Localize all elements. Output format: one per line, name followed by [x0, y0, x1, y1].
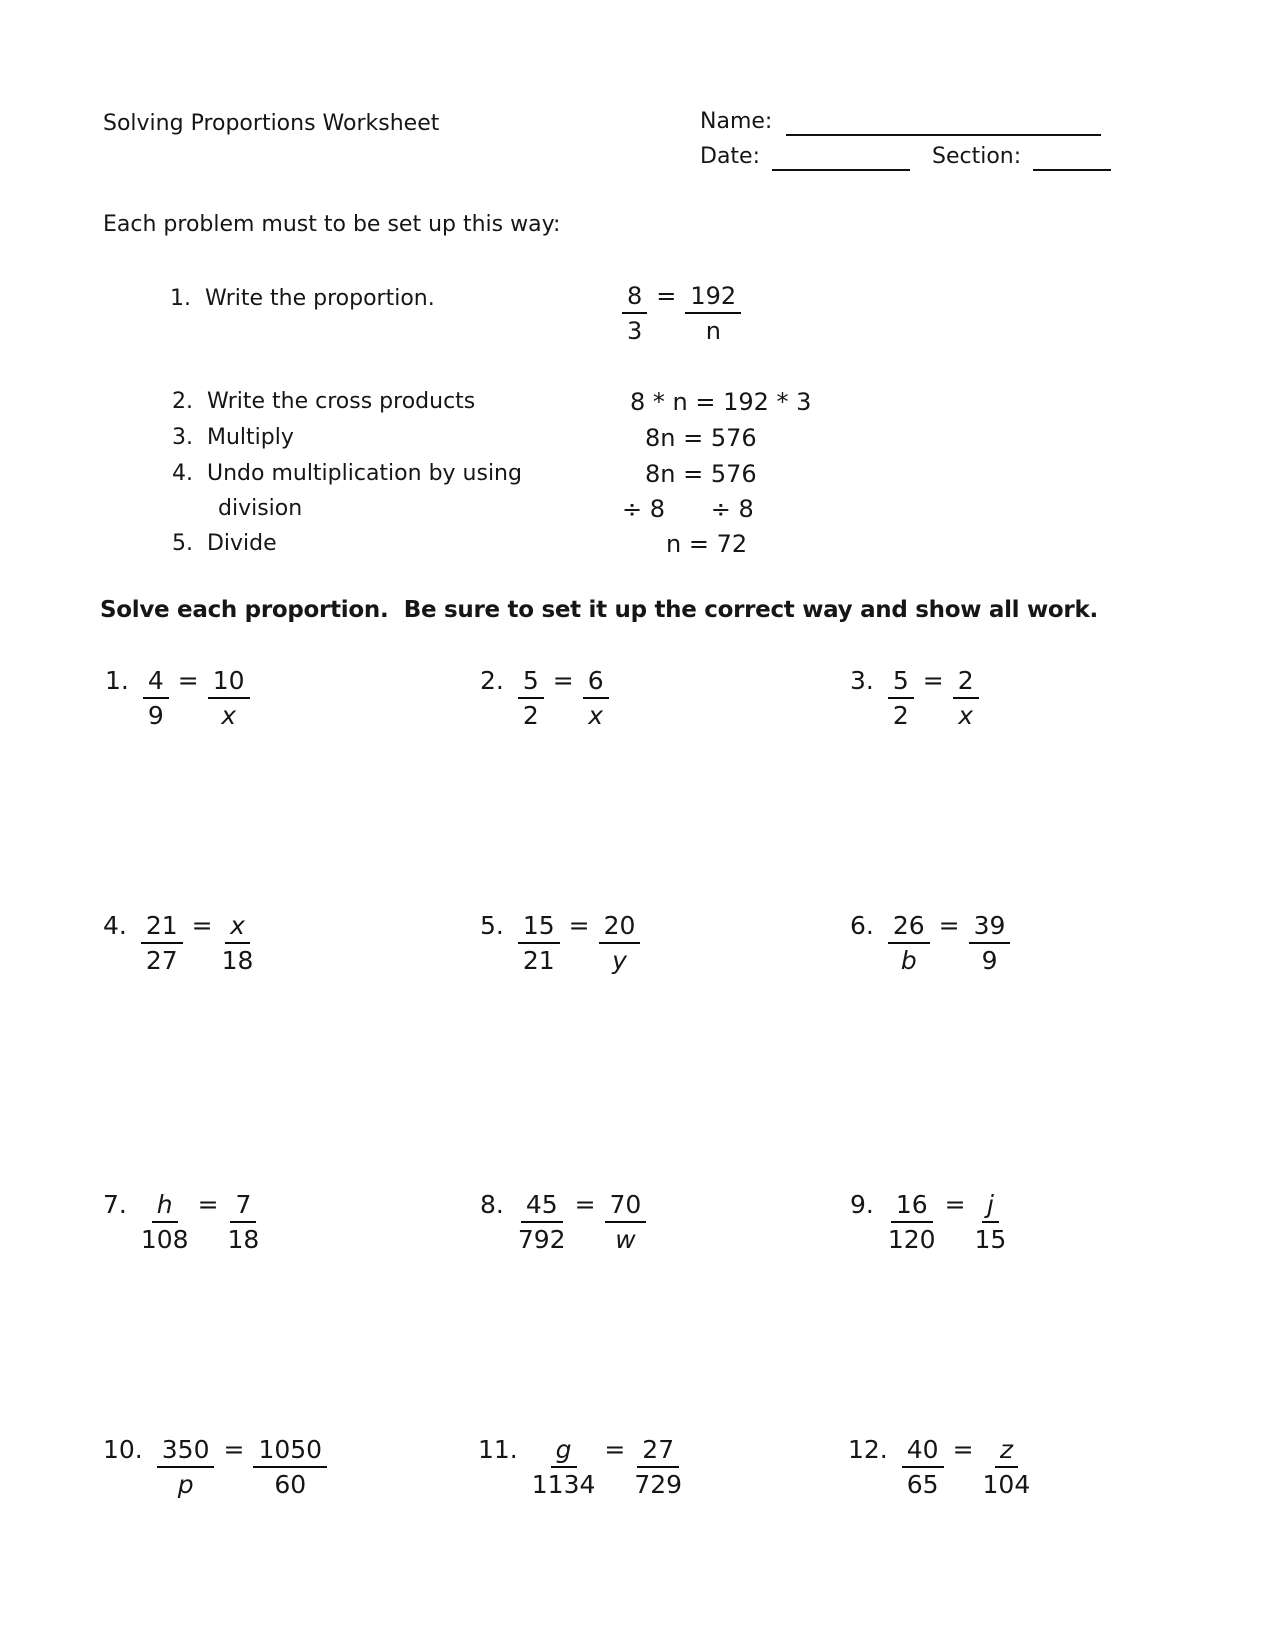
fraction-numerator: 20 — [599, 913, 641, 944]
problem-3 — [850, 668, 979, 729]
fraction-numerator: h — [152, 1192, 178, 1223]
name-blank-line — [786, 108, 1101, 136]
fraction-right — [583, 668, 609, 729]
equals-sign: = — [191, 911, 213, 940]
step-5-label: 5. Divide — [172, 531, 277, 556]
step-3-math: 8n = 576 — [645, 424, 757, 452]
fraction-denominator: 60 — [274, 1470, 307, 1499]
problem-number: 11. — [478, 1435, 518, 1464]
fraction-right — [975, 1192, 1007, 1253]
fraction-numerator: 10 — [208, 668, 250, 699]
fraction-denominator: 27 — [145, 946, 178, 975]
fraction-numerator: g — [551, 1437, 577, 1468]
step-4-divide-row: ÷ 8 ÷ 8 — [622, 495, 754, 523]
fraction-right — [983, 1437, 1031, 1498]
solve-instruction: Solve each proportion. Be sure to set it up the correct way and show all work. — [100, 597, 1098, 623]
fraction-denominator: 1134 — [531, 1470, 596, 1499]
date-section-row — [700, 143, 1111, 171]
fraction-numerator: 27 — [637, 1437, 679, 1468]
fraction-numerator: 40 — [902, 1437, 944, 1468]
fraction-denominator: w — [615, 1225, 636, 1254]
section-blank-line — [1033, 143, 1111, 171]
step-5-math: n = 72 — [666, 530, 748, 558]
fraction-numerator: 6 — [583, 668, 609, 699]
fraction-right — [953, 668, 979, 729]
fraction-denominator: 792 — [517, 1225, 566, 1254]
fraction-numerator: 7 — [230, 1192, 256, 1223]
fraction-denominator: y — [612, 946, 627, 975]
step-4-label-line2: division — [218, 496, 303, 521]
fraction-denominator: 2 — [892, 701, 909, 730]
equals-sign: = — [938, 911, 960, 940]
problem-11 — [478, 1437, 682, 1498]
fraction-left — [141, 913, 183, 974]
problem-number: 10. — [103, 1435, 143, 1464]
fraction-left — [518, 1192, 566, 1253]
problem-number: 4. — [103, 911, 127, 940]
fraction-denominator: x — [958, 701, 974, 730]
fraction-right — [634, 1437, 682, 1498]
fraction-left — [888, 913, 930, 974]
fraction-right — [228, 1192, 260, 1253]
fraction-numerator: 21 — [141, 913, 183, 944]
section-label: Section: — [932, 144, 1022, 169]
equals-sign: = — [944, 1190, 966, 1219]
equals-sign: = — [952, 1435, 974, 1464]
equals-sign: = — [223, 1435, 245, 1464]
problem-8 — [480, 1192, 646, 1253]
fraction-left — [888, 1192, 936, 1253]
setup-heading: Each problem must to be set up this way: — [103, 212, 561, 237]
fraction-numerator: z — [995, 1437, 1018, 1468]
fraction-right — [969, 913, 1011, 974]
problem-number: 6. — [850, 911, 874, 940]
fraction-denominator: p — [177, 1470, 194, 1499]
problem-4 — [103, 913, 253, 974]
fraction-left — [157, 1437, 215, 1498]
problem-number: 1. — [105, 666, 129, 695]
fraction-left — [143, 668, 169, 729]
fraction-left — [888, 668, 914, 729]
step-2-math: 8 * n = 192 * 3 — [630, 388, 812, 416]
fraction-denominator: 9 — [147, 701, 164, 730]
problem-number: 7. — [103, 1190, 127, 1219]
fraction-numerator: 8 — [622, 283, 647, 314]
equals-sign: = — [574, 1190, 596, 1219]
fraction-right — [222, 913, 254, 974]
equals-sign: = — [922, 666, 944, 695]
fraction-denominator: 2 — [522, 701, 539, 730]
fraction-denominator: 3 — [627, 317, 643, 345]
fraction-denominator: 104 — [982, 1470, 1031, 1499]
problem-6 — [850, 913, 1010, 974]
fraction-numerator: 192 — [685, 283, 741, 314]
problem-9 — [850, 1192, 1006, 1253]
problem-5 — [480, 913, 640, 974]
fraction-numerator: 1050 — [253, 1437, 327, 1468]
name-label: Name: — [700, 109, 773, 134]
problem-number: 9. — [850, 1190, 874, 1219]
fraction-denominator: 18 — [227, 1225, 260, 1254]
fraction-left — [518, 668, 544, 729]
date-blank-line — [772, 143, 910, 171]
problem-number: 8. — [480, 1190, 504, 1219]
equals-sign: = — [177, 666, 199, 695]
fraction-left — [902, 1437, 944, 1498]
fraction-denominator: 120 — [887, 1225, 936, 1254]
equals-sign: = — [604, 1435, 626, 1464]
fraction-numerator: j — [982, 1192, 999, 1223]
problem-number: 2. — [480, 666, 504, 695]
fraction-numerator: 45 — [521, 1192, 563, 1223]
equals-sign: = — [656, 282, 677, 310]
example-fraction-left — [622, 283, 647, 344]
fraction-numerator: 70 — [605, 1192, 647, 1223]
fraction-numerator: 2 — [953, 668, 979, 699]
problem-1 — [105, 668, 250, 729]
fraction-denominator: 15 — [974, 1225, 1007, 1254]
fraction-denominator: 729 — [634, 1470, 683, 1499]
fraction-right — [605, 1192, 647, 1253]
problem-12 — [848, 1437, 1030, 1498]
fraction-numerator: 4 — [143, 668, 169, 699]
fraction-left — [532, 1437, 596, 1498]
problem-number: 3. — [850, 666, 874, 695]
fraction-denominator: x — [588, 701, 604, 730]
fraction-numerator: 5 — [518, 668, 544, 699]
fraction-right — [208, 668, 250, 729]
fraction-denominator: b — [900, 946, 917, 975]
name-row — [700, 108, 1101, 136]
fraction-denominator: n — [705, 317, 721, 345]
example-proportion — [622, 283, 741, 344]
fraction-right — [253, 1437, 327, 1498]
fraction-denominator: 108 — [140, 1225, 189, 1254]
fraction-denominator: 9 — [981, 946, 998, 975]
fraction-numerator: 15 — [518, 913, 560, 944]
fraction-denominator: 21 — [522, 946, 555, 975]
fraction-numerator: x — [225, 913, 250, 944]
fraction-left — [141, 1192, 189, 1253]
date-label: Date: — [700, 144, 760, 169]
equals-sign: = — [197, 1190, 219, 1219]
equals-sign: = — [568, 911, 590, 940]
problem-2 — [480, 668, 609, 729]
fraction-denominator: 18 — [221, 946, 254, 975]
problem-number: 5. — [480, 911, 504, 940]
fraction-numerator: 350 — [157, 1437, 215, 1468]
fraction-left — [518, 913, 560, 974]
step-1-label: 1. Write the proportion. — [170, 286, 435, 311]
page-title: Solving Proportions Worksheet — [103, 111, 440, 136]
equals-sign: = — [552, 666, 574, 695]
fraction-numerator: 16 — [891, 1192, 933, 1223]
problem-7 — [103, 1192, 259, 1253]
fraction-right — [599, 913, 641, 974]
step-4-label: 4. Undo multiplication by using — [172, 461, 522, 486]
fraction-numerator: 5 — [888, 668, 914, 699]
problem-number: 12. — [848, 1435, 888, 1464]
fraction-denominator: 65 — [906, 1470, 939, 1499]
fraction-denominator: x — [221, 701, 237, 730]
problem-10 — [103, 1437, 327, 1498]
example-fraction-right — [685, 283, 741, 344]
fraction-numerator: 26 — [888, 913, 930, 944]
step-4-math: 8n = 576 — [645, 460, 757, 488]
step-3-label: 3. Multiply — [172, 425, 294, 450]
fraction-numerator: 39 — [969, 913, 1011, 944]
step-2-label: 2. Write the cross products — [172, 389, 476, 414]
